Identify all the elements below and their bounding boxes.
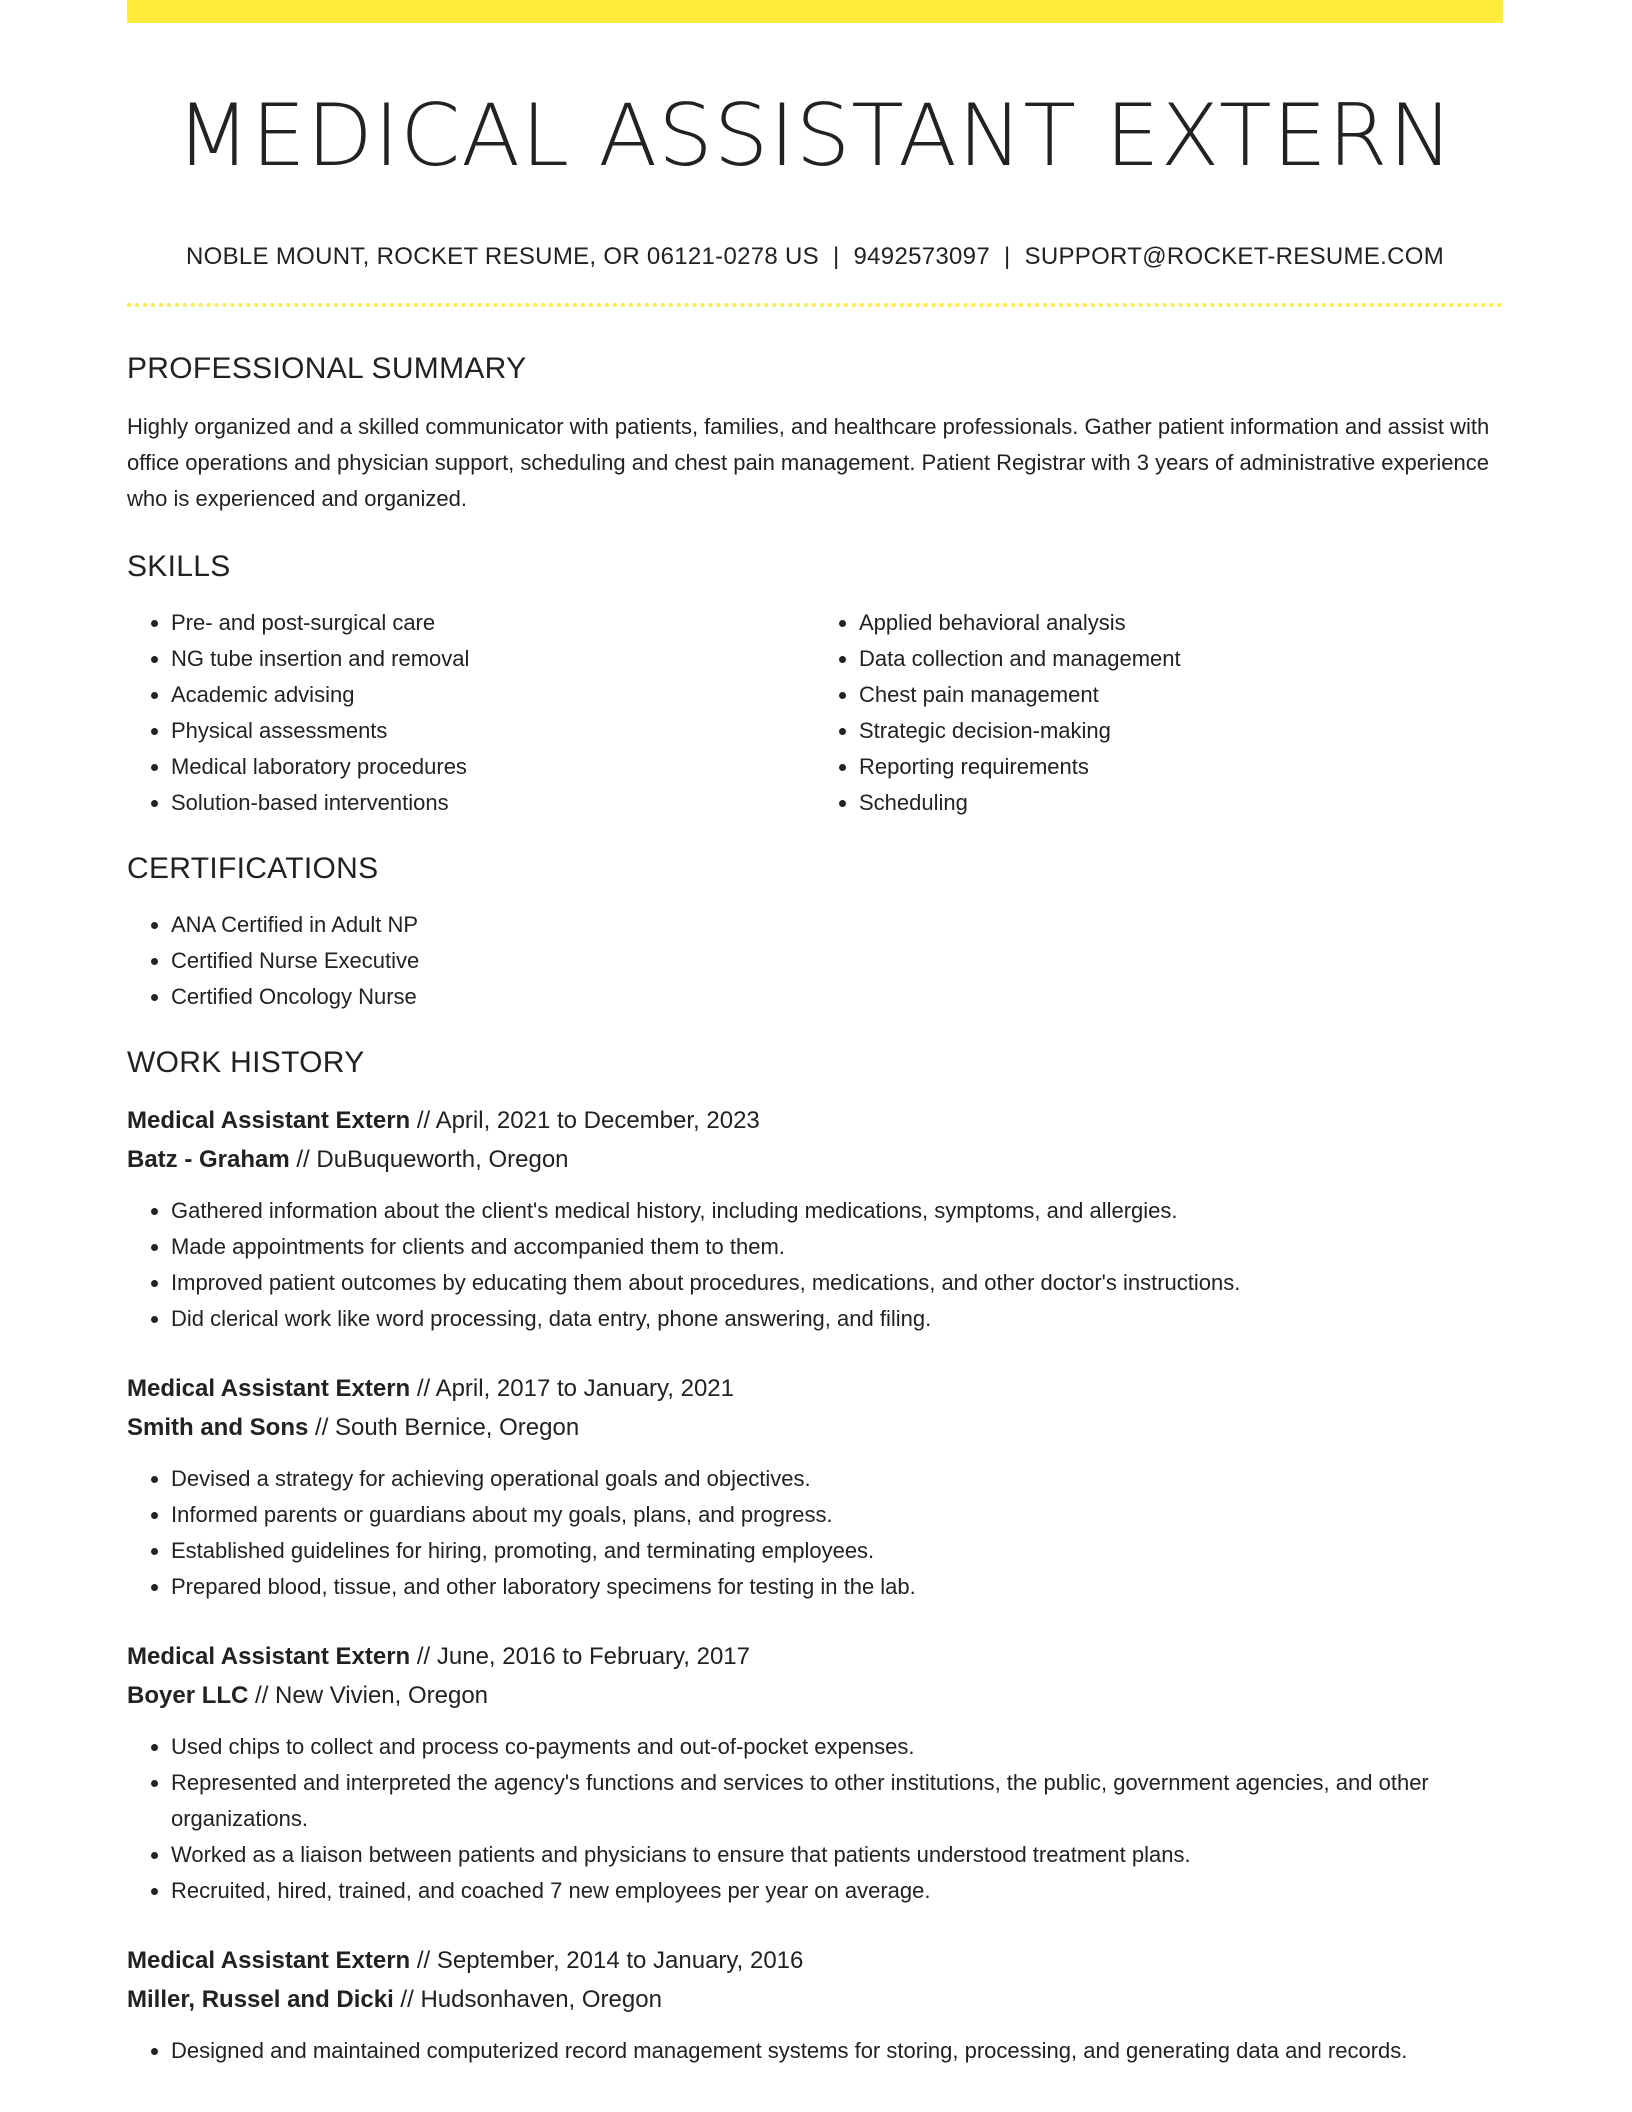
skills-columns (127, 605, 1503, 821)
job-title-line (127, 1101, 1503, 1140)
certification-item: • Certified Nurse Executive (171, 943, 1503, 979)
contact-email: SUPPORT@ROCKET-RESUME.COM (1024, 243, 1444, 270)
job-title-line (127, 1369, 1503, 1408)
job-bullet: • Did clerical work like word processing, data entry, phone answering, and filing. (171, 1301, 1503, 1337)
job-company-line (127, 1408, 1503, 1447)
resume-content (127, 0, 1503, 2069)
job-location: // South Bernice, Oregon (308, 1414, 580, 1441)
job-bullet: • Informed parents or guardians about my goals, plans, and progress. (171, 1497, 1503, 1533)
contact-separator: | (832, 243, 840, 270)
job-bullet: • Made appointments for clients and accompanied them to them. (171, 1229, 1503, 1265)
skill-item: • NG tube insertion and removal (171, 641, 815, 677)
job-bullets (127, 1729, 1503, 1909)
job-entry (127, 1101, 1503, 1337)
job-entry (127, 1941, 1503, 2069)
job-company: Boyer LLC (127, 1682, 249, 1709)
skill-item: • Applied behavioral analysis (859, 605, 1503, 641)
contact-phone: 9492573097 (853, 243, 990, 270)
certifications-list (127, 907, 1503, 1015)
skill-item: • Physical assessments (171, 713, 815, 749)
job-location: // New Vivien, Oregon (248, 1682, 489, 1709)
work-history-heading: WORK HISTORY (127, 1046, 365, 1079)
job-title: Medical Assistant Extern (127, 1947, 411, 1974)
contact-address: NOBLE MOUNT, ROCKET RESUME, OR 06121-0278 US (186, 243, 819, 270)
resume-name: MEDICAL ASSISTANT EXTERN (176, 86, 1454, 186)
skill-item: • Pre- and post-surgical care (171, 605, 815, 641)
job-location: // DuBuqueworth, Oregon (289, 1146, 569, 1173)
job-bullet: • Used chips to collect and process co-payments and out-of-pocket expenses. (171, 1729, 1503, 1765)
contact-separator: | (1003, 243, 1011, 270)
job-bullets (127, 1193, 1503, 1337)
certification-item: • Certified Oncology Nurse (171, 979, 1503, 1015)
job-bullet: • Represented and interpreted the agency's functions and services to other institutions, the public, government agencies, and other organizations. (171, 1765, 1503, 1837)
skill-item: • Solution-based interventions (171, 785, 815, 821)
skills-right-list (815, 605, 1503, 821)
job-company: Miller, Russel and Dicki (127, 1986, 394, 2013)
job-bullet: • Worked as a liaison between patients and physicians to ensure that patients understood treatment plans. (171, 1837, 1503, 1873)
summary-heading: PROFESSIONAL SUMMARY (127, 352, 527, 385)
skill-item: • Medical laboratory procedures (171, 749, 815, 785)
summary-text: Highly organized and a skilled communicator with patients, families, and healthcare professionals. Gather patient information and assist with office operations and physician support, scheduling and chest pain management. Patient Registrar with 3 years of administrative experience who is experienced and organized. (127, 414, 1490, 511)
job-title: Medical Assistant Extern (127, 1375, 411, 1402)
job-location: // Hudsonhaven, Oregon (393, 1986, 662, 2013)
job-bullet: • Improved patient outcomes by educating them about procedures, medications, and other doctor's instructions. (171, 1265, 1503, 1301)
skills-heading: SKILLS (127, 550, 231, 583)
skill-item: • Data collection and management (859, 641, 1503, 677)
job-title: Medical Assistant Extern (127, 1107, 411, 1134)
job-dates: // April, 2017 to January, 2021 (410, 1375, 734, 1402)
job-bullet: • Devised a strategy for achieving operational goals and objectives. (171, 1461, 1503, 1497)
job-company: Smith and Sons (127, 1414, 309, 1441)
skills-left-list (127, 605, 815, 821)
certifications-heading: CERTIFICATIONS (127, 852, 379, 885)
skill-item: • Reporting requirements (859, 749, 1503, 785)
job-bullet: • Prepared blood, tissue, and other laboratory specimens for testing in the lab. (171, 1569, 1503, 1605)
skill-item: • Strategic decision-making (859, 713, 1503, 749)
job-company-line (127, 1980, 1503, 2019)
job-entry (127, 1637, 1503, 1909)
job-bullets (127, 1461, 1503, 1605)
skill-item: • Academic advising (171, 677, 815, 713)
skill-item: • Chest pain management (859, 677, 1503, 713)
job-bullet: • Recruited, hired, trained, and coached 7 new employees per year on average. (171, 1873, 1503, 1909)
dotted-divider (127, 303, 1503, 307)
job-company: Batz - Graham (127, 1146, 290, 1173)
job-bullet: • Designed and maintained computerized record management systems for storing, processing, and generating data and records. (171, 2033, 1503, 2069)
job-dates: // April, 2021 to December, 2023 (410, 1107, 760, 1134)
skill-item: • Scheduling (859, 785, 1503, 821)
job-title-line (127, 1637, 1503, 1676)
job-dates: // September, 2014 to January, 2016 (410, 1947, 804, 1974)
job-title-line (127, 1941, 1503, 1980)
job-bullet: • Established guidelines for hiring, promoting, and terminating employees. (171, 1533, 1503, 1569)
job-bullets (127, 2033, 1503, 2069)
accent-top-bar (127, 0, 1503, 23)
job-dates: // June, 2016 to February, 2017 (410, 1643, 750, 1670)
job-company-line (127, 1140, 1503, 1179)
contact-line (127, 241, 1503, 273)
job-title: Medical Assistant Extern (127, 1643, 411, 1670)
certification-item: • ANA Certified in Adult NP (171, 907, 1503, 943)
job-bullet: • Gathered information about the client's medical history, including medications, symptoms, and allergies. (171, 1193, 1503, 1229)
job-entry (127, 1369, 1503, 1605)
job-company-line (127, 1676, 1503, 1715)
